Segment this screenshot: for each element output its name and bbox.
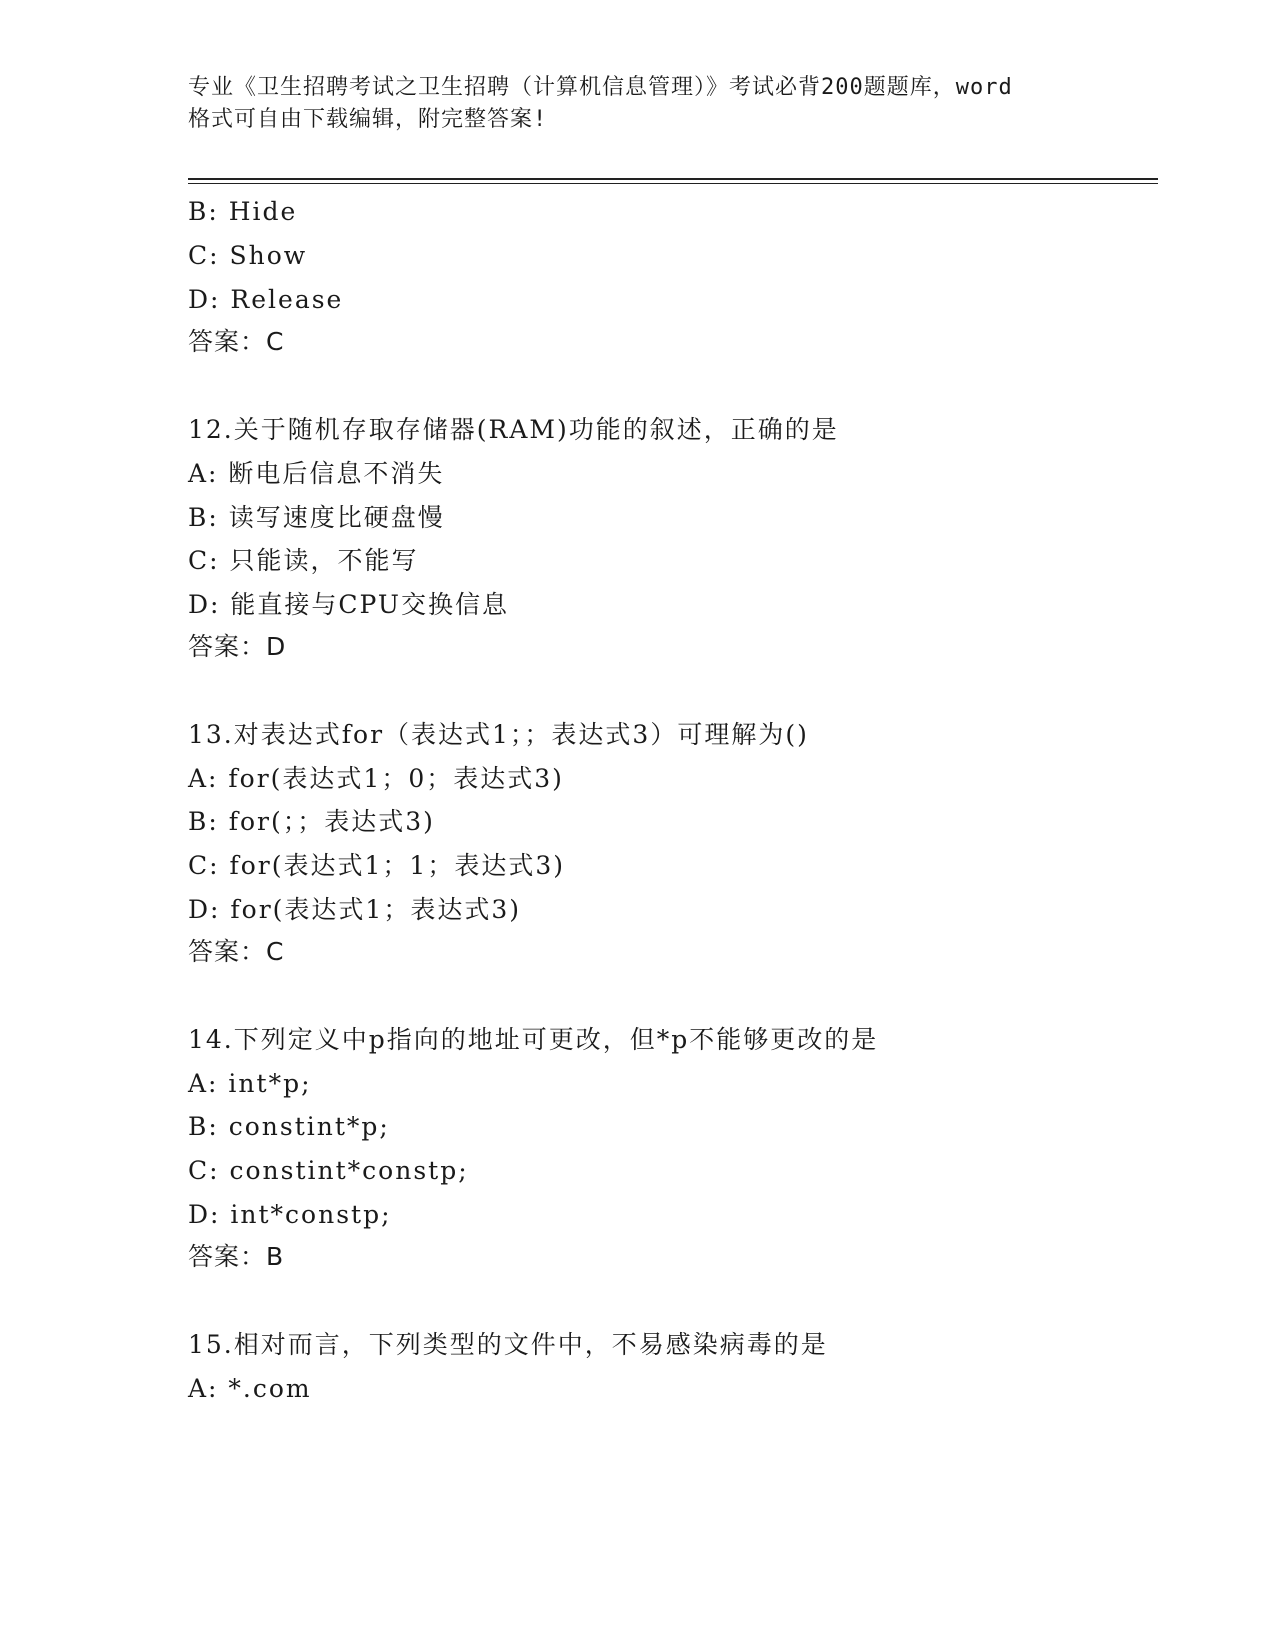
document-header [188, 72, 1088, 136]
q13-option-d: D: for(表达式1；表达式3) [188, 895, 521, 924]
q14-option-b: B: constint*p; [188, 1112, 390, 1141]
q12-answer: 答案：D [188, 632, 287, 661]
q15-option-a: A: *.com [188, 1374, 312, 1403]
q12-option-a: A: 断电后信息不消失 [188, 459, 445, 488]
q14-option-a: A: int*p; [188, 1069, 312, 1098]
q14-question: 14.下列定义中p指向的地址可更改，但*p不能够更改的是 [188, 1025, 879, 1054]
header-line-2: 格式可自由下载编辑，附完整答案! [188, 107, 548, 132]
q12-question: 12.关于随机存取存储器(RAM)功能的叙述，正确的是 [188, 415, 839, 444]
q11-option-b: B: Hide [188, 197, 298, 226]
q13-option-c: C: for(表达式1；1；表达式3) [188, 851, 565, 880]
q13-answer: 答案：C [188, 937, 285, 966]
q11-option-d: D: Release [188, 285, 344, 314]
q14-answer: 答案：B [188, 1242, 285, 1271]
q12-option-b: B: 读写速度比硬盘慢 [188, 503, 445, 532]
q11-option-c: C: Show [188, 241, 308, 270]
q13-option-a: A: for(表达式1；0；表达式3) [188, 764, 564, 793]
q13-question: 13.对表达式for（表达式1；；表达式3）可理解为() [188, 720, 809, 749]
q15-question: 15.相对而言，下列类型的文件中，不易感染病毒的是 [188, 1330, 828, 1359]
q14-option-d: D: int*constp; [188, 1200, 392, 1229]
q12-option-d: D: 能直接与CPU交换信息 [188, 590, 509, 619]
header-divider-thin [188, 183, 1158, 184]
q11-answer: 答案：C [188, 327, 285, 356]
header-divider-thick [188, 178, 1158, 180]
q13-option-b: B: for(；；表达式3) [188, 807, 435, 836]
q14-option-c: C: constint*constp; [188, 1156, 469, 1185]
q12-option-c: C: 只能读，不能写 [188, 546, 419, 575]
header-line-1: 专业《卫生招聘考试之卫生招聘（计算机信息管理）》考试必背200题题库，word [188, 75, 1013, 100]
